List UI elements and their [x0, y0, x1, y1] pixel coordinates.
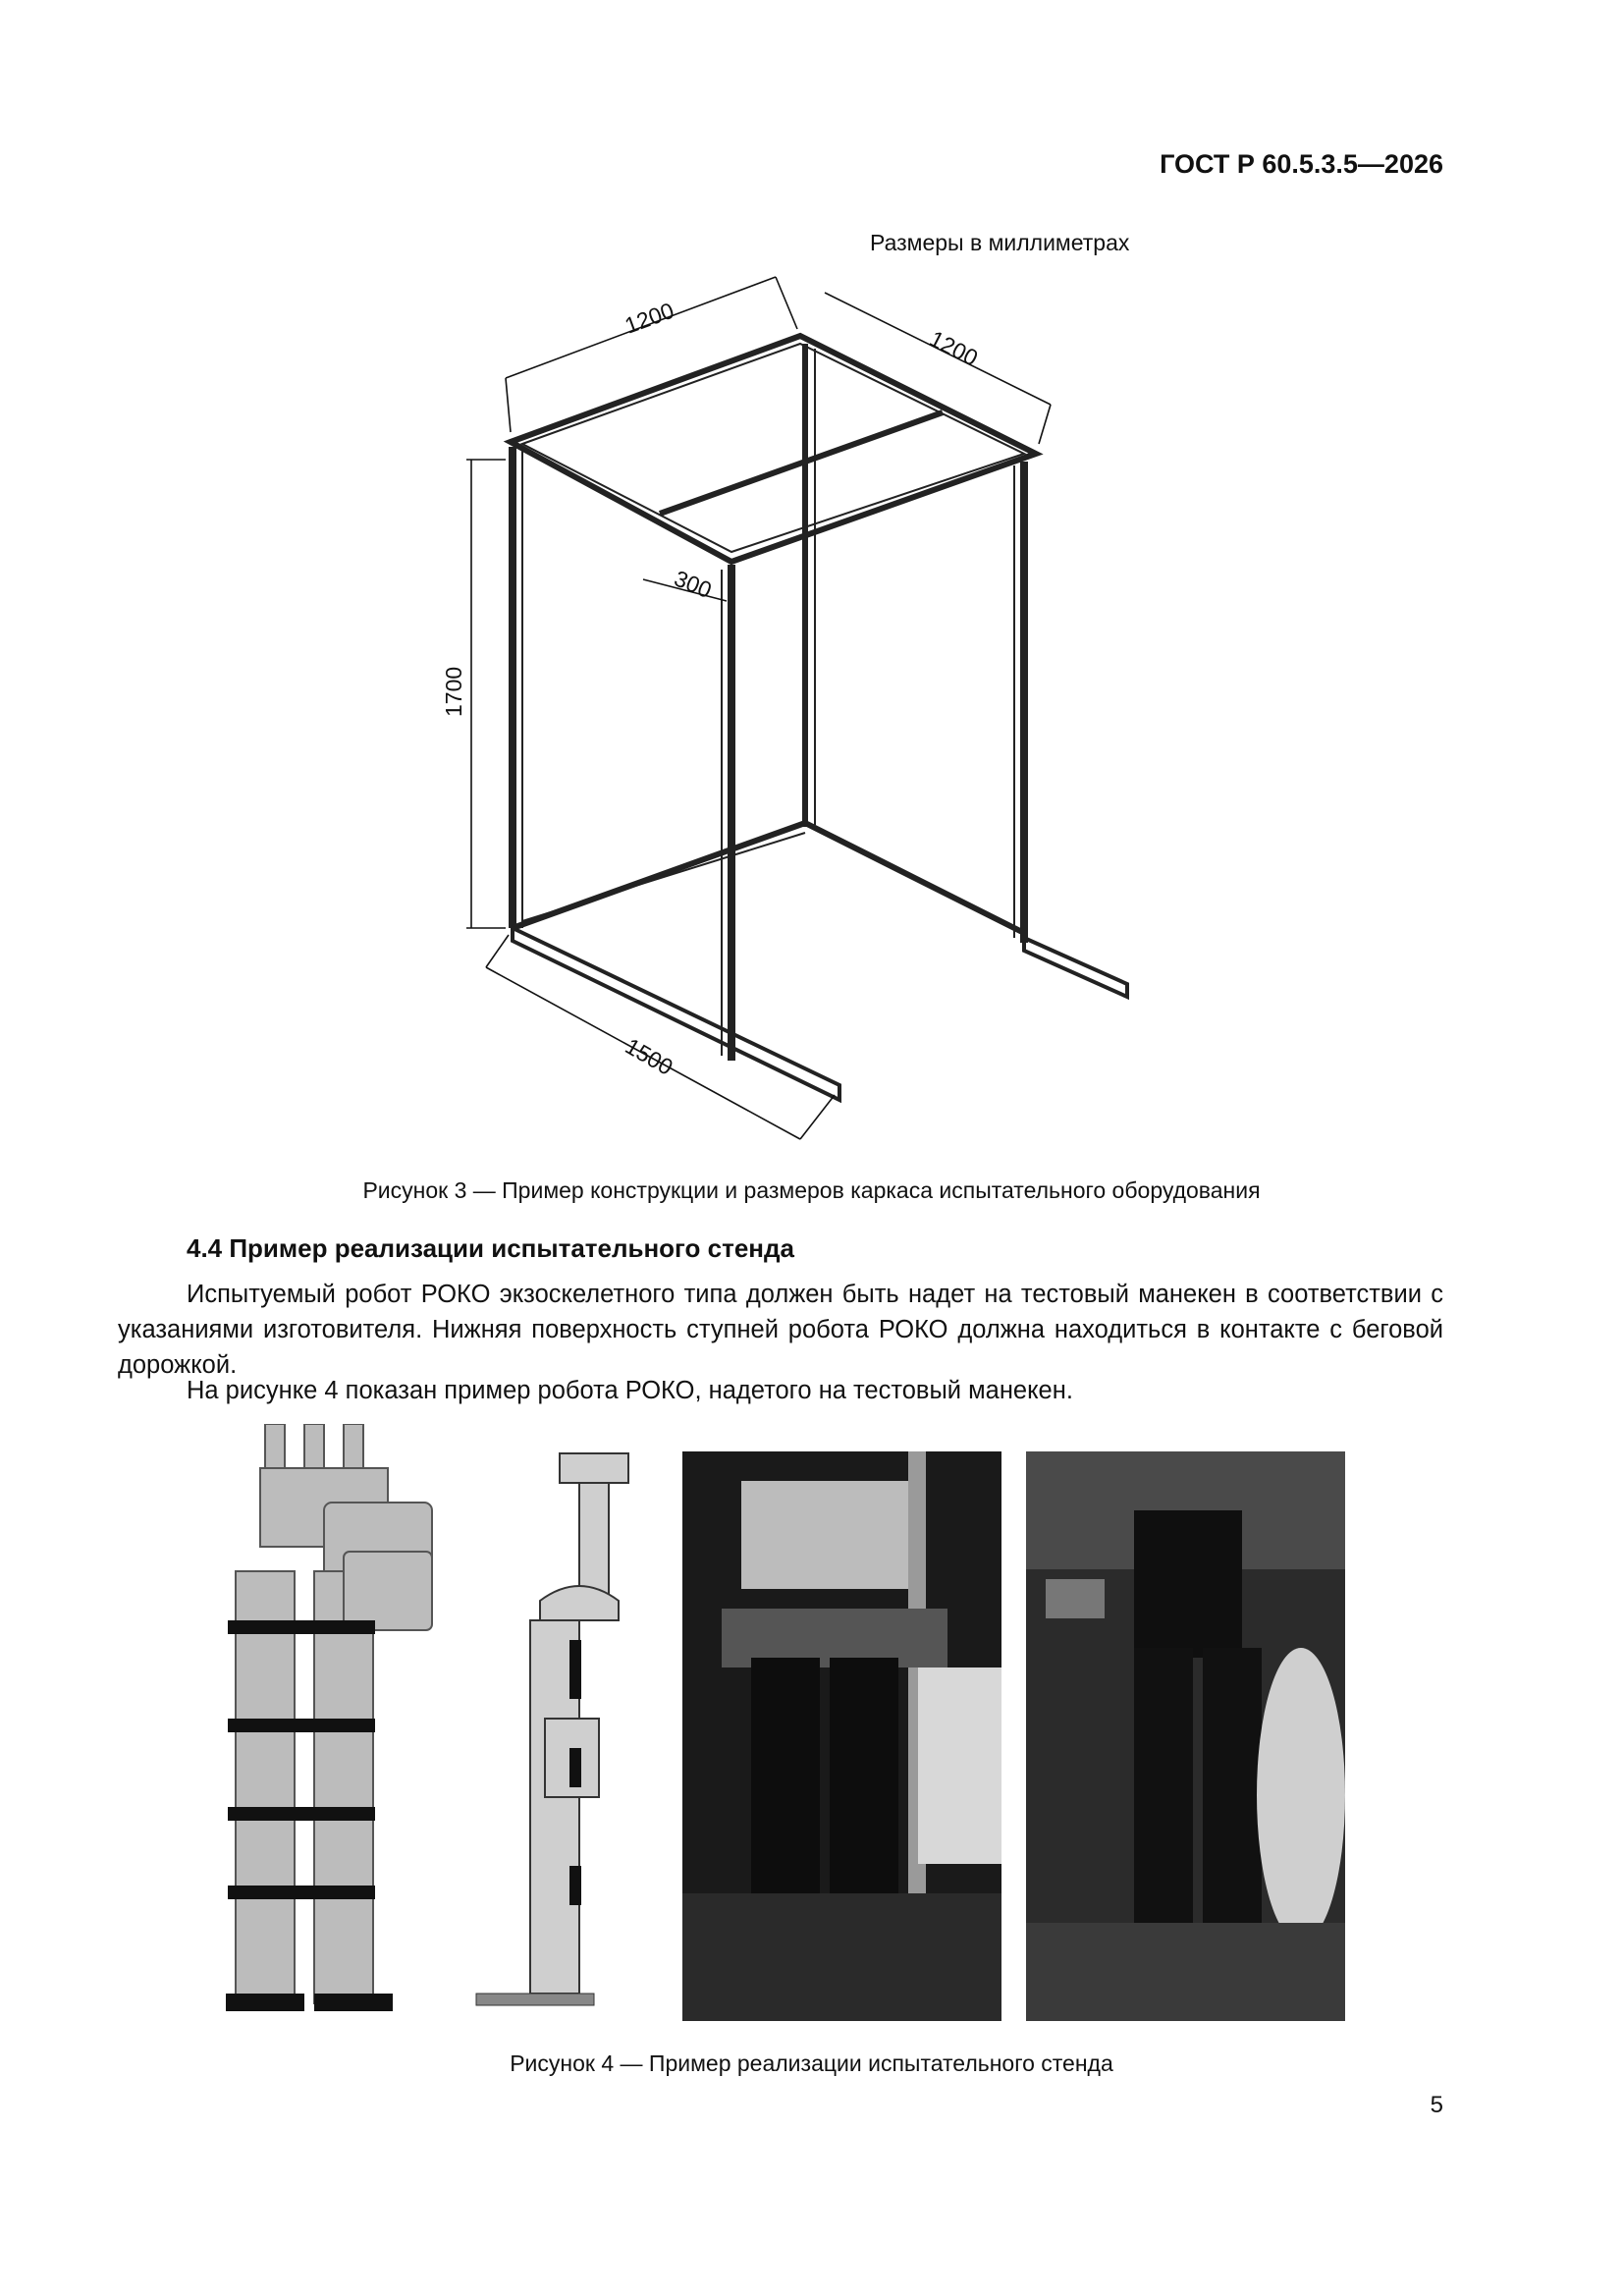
page-number: 5: [1430, 2092, 1443, 2118]
units-note: Размеры в миллиметрах: [870, 230, 1130, 255]
standard-designation: ГОСТ Р 60.5.3.5—2026: [1160, 149, 1443, 179]
paragraph-2: На рисунке 4 показан пример робота РОКО, надетого на тестовый манекен.: [187, 1377, 1073, 1404]
test-stand-photo-2: [1026, 1451, 1345, 2021]
figure-3-caption: Рисунок 3 — Пример конструкции и размеров каркаса испытательного оборудования: [362, 1177, 1261, 1203]
dim-base: 1500: [621, 1032, 677, 1080]
exoskeleton-render-front: [206, 1424, 471, 2023]
section-heading: 4.4 Пример реализации испытательного стенда: [187, 1233, 794, 1263]
dim-top-left: 1200: [621, 297, 677, 339]
dim-crossbar: 300: [671, 565, 716, 604]
frame-drawing: [422, 265, 1168, 1169]
dim-top-right: 1200: [925, 325, 983, 371]
figure-4-caption: Рисунок 4 — Пример реализации испытательного стенда: [510, 2050, 1113, 2076]
test-stand-photo-1: [682, 1451, 1001, 2021]
paragraph-1: Испытуемый робот РОКО экзоскелетного типа должен быть надет на тестовый манекен в соответствии с указаниями изготовителя. Нижняя поверхность ступней робота РОКО должна находиться в контакте с беговой дорожкой.: [118, 1281, 1443, 1379]
exoskeleton-render-side: [471, 1424, 677, 2023]
dim-height: 1700: [441, 666, 466, 717]
